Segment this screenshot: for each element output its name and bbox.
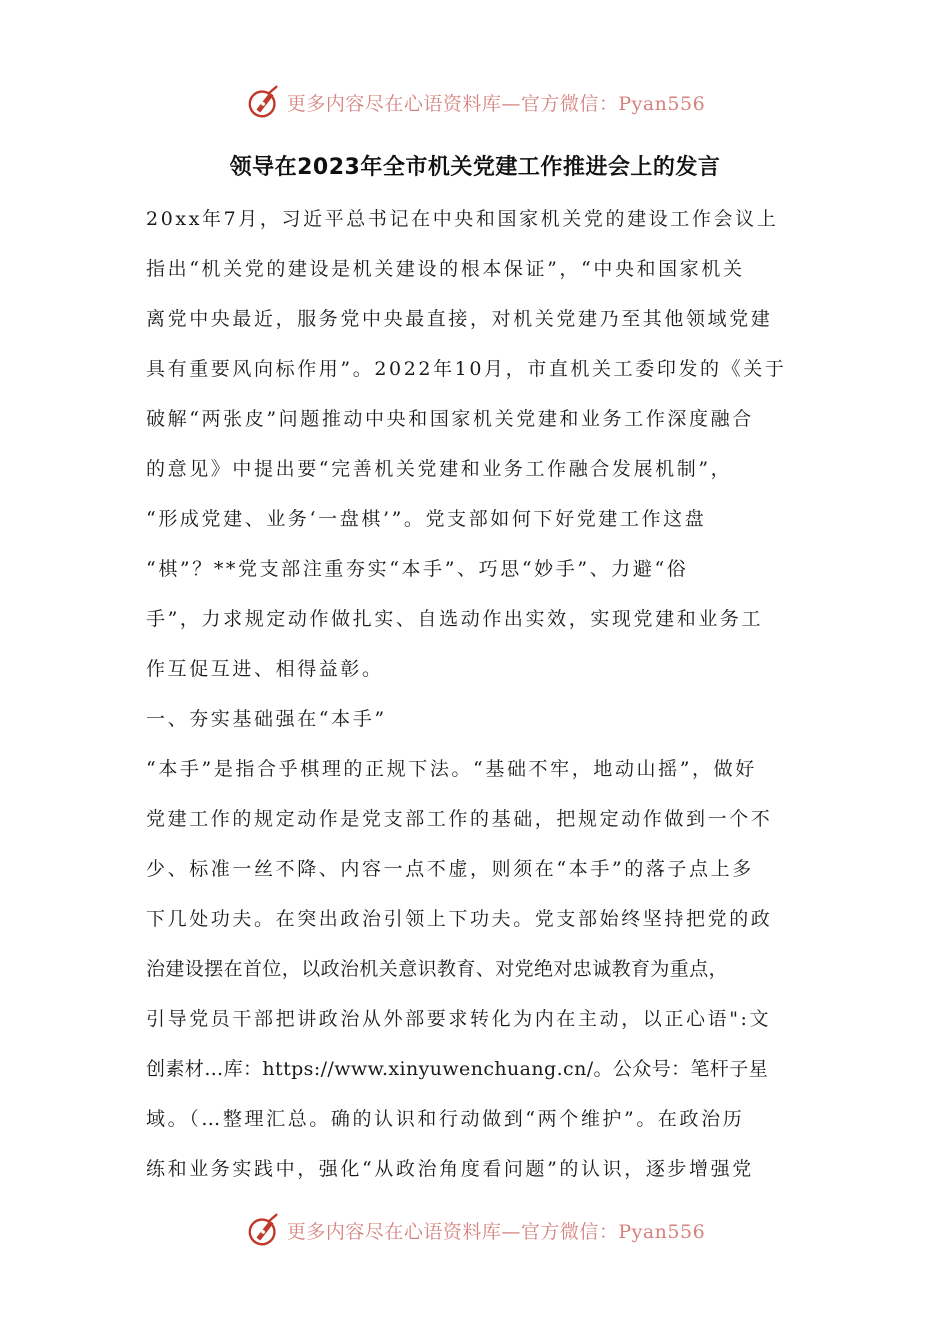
body-line-12: “本手”是指合乎棋理的正规下法。“基础不牢，地动山摇”，做好 xyxy=(146,758,757,780)
footer-watermark-banner xyxy=(0,1208,950,1252)
body-line-18: 创素材…库：https://www.xinyuwenchuang.cn/。公众号：笔杆子星 xyxy=(146,1058,769,1080)
body-line-9: 手”，力求规定动作做扎实、自选动作出实效，实现党建和业务工 xyxy=(146,608,764,630)
body-line-5: 破解“两张皮”问题推动中央和国家机关党建和业务工作深度融合 xyxy=(146,408,754,430)
body-line-1: 20xx年7月，习近平总书记在中央和国家机关党的建设工作会议上 xyxy=(146,208,779,230)
body-line-8: “棋”？**党支部注重夯实“本手”、巧思“妙手”、力避“俗 xyxy=(146,558,689,580)
header-watermark-text: 更多内容尽在心语资料库—官方微信：Pyan556 xyxy=(286,92,706,115)
body-line-7: “形成党建、业务‘一盘棋’”。党支部如何下好党建工作这盘 xyxy=(146,508,707,530)
body-line-17: 引导党员干部把讲政治从外部要求转化为内在主动，以正心语":文 xyxy=(146,1008,772,1030)
body-line-19: 域。（…整理汇总。确的认识和行动做到“两个维护”。在政治历 xyxy=(146,1108,745,1130)
header-watermark-banner xyxy=(0,80,950,124)
body-line-15: 下几处功夫。在突出政治引领上下功夫。党支部始终坚持把党的政 xyxy=(146,908,773,930)
pen-nib-circle-icon xyxy=(245,83,283,121)
body-line-2: 指出“机关党的建设是机关建设的根本保证”，“中央和国家机关 xyxy=(146,258,745,280)
body-line-16: 治建设摆在首位，以政治机关意识教育、对党绝对忠诚教育为重点， xyxy=(146,958,729,980)
document-body xyxy=(146,197,814,1197)
body-line-6: 的意见》中提出要“完善机关党建和业务工作融合发展机制”， xyxy=(146,458,733,480)
body-line-10: 作互促互进、相得益彰。 xyxy=(146,658,384,680)
pen-nib-circle-icon xyxy=(245,1211,283,1249)
footer-watermark-text: 更多内容尽在心语资料库—官方微信：Pyan556 xyxy=(286,1220,706,1243)
body-line-4: 具有重要风向标作用”。2022年10月，市直机关工委印发的《关于 xyxy=(146,358,787,380)
section-heading-1: 一、夯实基础强在“本手” xyxy=(146,708,387,730)
body-line-13: 党建工作的规定动作是党支部工作的基础，把规定动作做到一个不 xyxy=(146,808,773,830)
body-line-14: 少、标准一丝不降、内容一点不虚，则须在“本手”的落子点上多 xyxy=(146,858,754,880)
body-line-20: 练和业务实践中，强化“从政治角度看问题”的认识，逐步增强党 xyxy=(146,1158,754,1180)
document-title: 领导在2023年全市机关党建工作推进会上的发言 xyxy=(229,155,721,180)
body-line-3: 离党中央最近，服务党中央最直接，对机关党建乃至其他领域党建 xyxy=(146,308,773,330)
